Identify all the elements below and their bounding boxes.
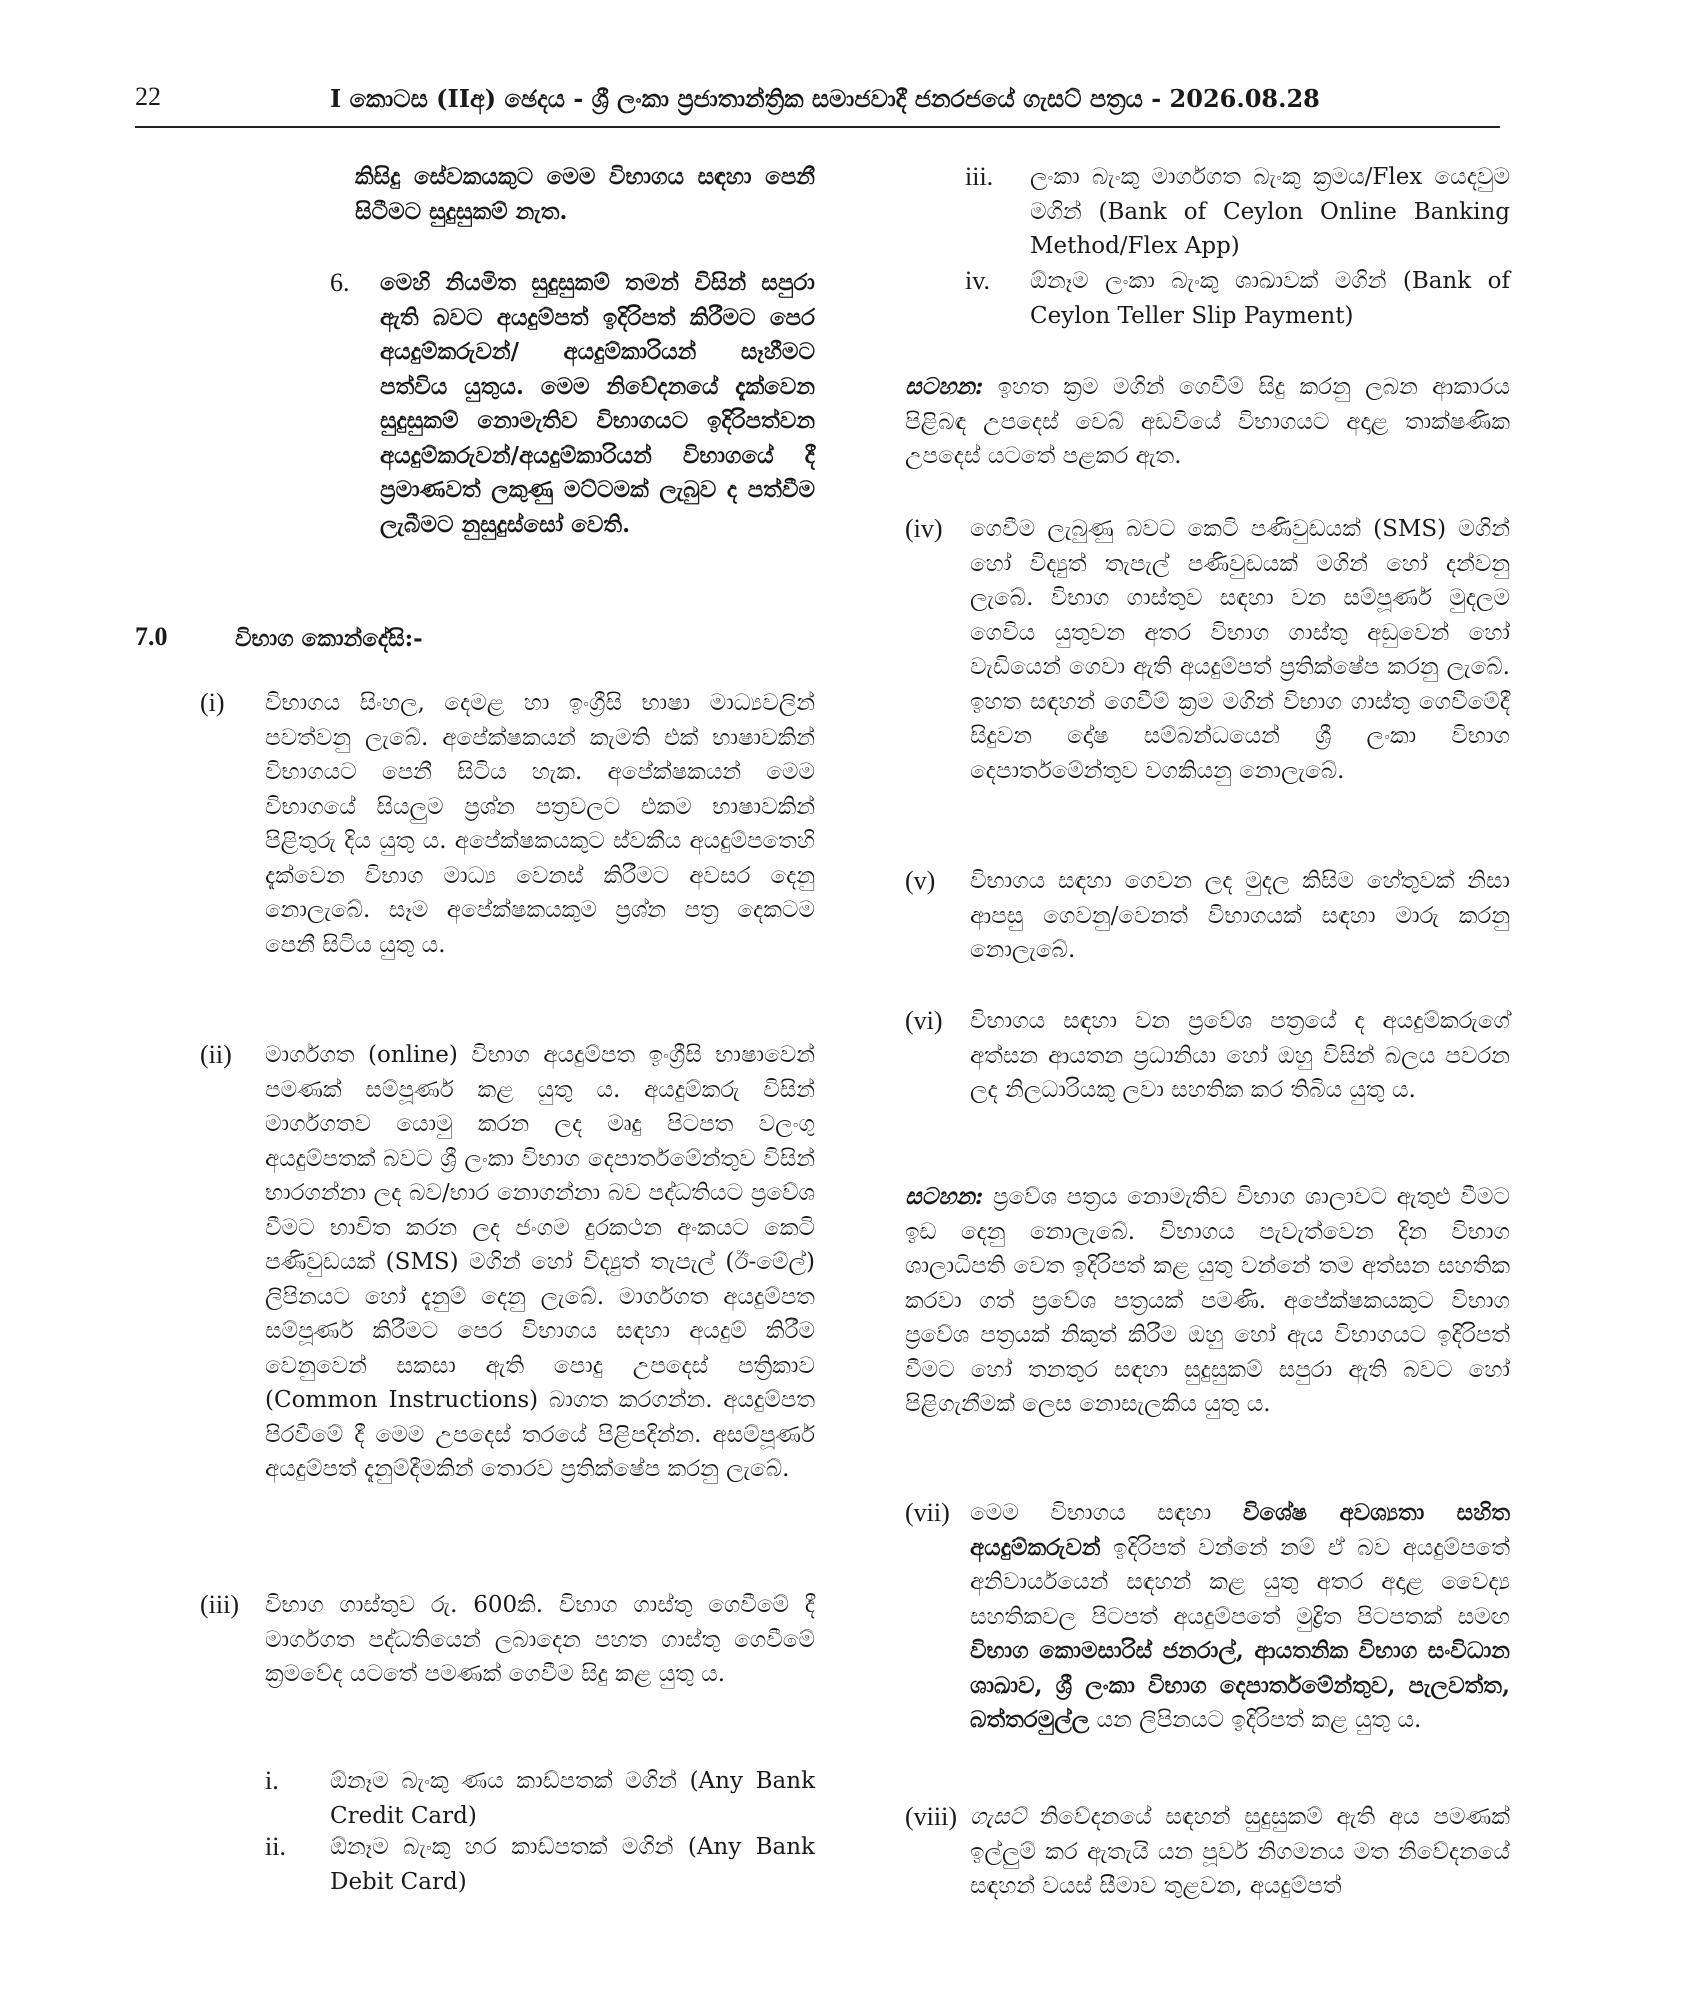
intro-paragraph (355, 160, 815, 229)
clause-ii-text: මාර්ගගත (online) විභාග අයදුම්පත ඉංග්‍රීසි භාෂාවෙන් පමණක් සම්පූර්ණ කළ යුතු ය. අයදුම්කරු විසින් මාර්ගගතව යොමු කරන ලද මෘදු පිටපත වලංගු අයදුම්පතක් බවට ශ්‍රී ලංකා විභාග දෙපාර්තමේන්තුව විසින් භාරගන්නා ලද බව/භාර නොගන්නා බව පද්ධතියට ප්‍රවේශ වීමට භාවිත කරන ලද ජංගම දුරකථන අංකයට කෙටි පණිවුඩයක් (SMS) මගින් හෝ විද්‍යුත් තැපැල් (ඊ-මේල්) ලිපිනයට හෝ දැනුම් දෙනු ලැබේ. මාර්ගගත අයදුම්පත සම්පූර්ණ කිරීමට පෙර විභාගය සඳහා අයදුම් කිරීම වෙනුවෙන් සකසා ඇති පොදු උපදෙස් පත්‍රිකාව (Common Instructions) බාගත කරගන්න. අයදුම්පත පිරවීමේ දී මෙම උපදෙස් තරයේ පිළිපදින්න. අසම්පූර්ණ අයදුම්පත් දැනුම්දීමකින් තොරව ප්‍රතික්ෂේප කරනු ලැබේ. (265, 1042, 815, 1482)
note-1-label: සටහන: (905, 373, 984, 400)
sub-ii-label: ii. (265, 1832, 286, 1861)
clause-iv (970, 512, 1510, 788)
sub-ii-text: ඕනෑම බැංකු හර කාඩ්පතක් මගින් (Any Bank Debit Card) (330, 1834, 815, 1895)
sub-iii (1030, 160, 1510, 264)
note-2 (905, 1180, 1510, 1422)
clause-i-text: විභාගය සිංහල, දෙමළ හා ඉංග්‍රීසි භාෂා මාධ්‍යවලින් පවත්වනු ලැබේ. අපේක්ෂකයන් කැමති එක් භාෂාවකින් විභාගයට පෙනී සිටිය හැක. අපේක්ෂකයන් මෙම විභාගයේ සියලුම ප්‍රශ්න පත්‍රවලට එකම භාෂාවකින් පිළිතුරු දිය යුතු ය. අපේක්ෂකයකුට ස්වකීය අයදුම්පතෙහි දැක්වෙන විභාග මාධ්‍ය වෙනස් කිරීමට අවසර දෙනු නොලැබේ. සෑම අපේක්ෂකයකුම ප්‍රශ්න පත්‍ර දෙකටම පෙනී සිටිය යුතු ය. (265, 690, 815, 958)
clause-iii-label: (iii) (200, 1590, 239, 1619)
sub-iv-text: ඕනෑම ලංකා බැංකු ශාඛාවක් මගින් (Bank of Ceylon Teller Slip Payment) (1030, 268, 1510, 329)
clause-vii-text-c: යන ලිපිනයට ඉදිරිපත් කළ යුතු ය. (1089, 1707, 1422, 1733)
sub-iv (1030, 264, 1510, 333)
note-1 (905, 370, 1510, 474)
item-6 (380, 266, 815, 542)
intro-text: කිසිදු සේවකයකුට මෙම විභාගය සඳහා පෙනී සිටීමට සුදුසුකම් නැත. (355, 163, 815, 225)
clause-vii-bold-a: විශේෂ අවශ්‍යතා සහිත අයදුම්කරුවන් (970, 1499, 1510, 1561)
sub-i (330, 1764, 815, 1833)
clause-viii-label: (viii) (905, 1802, 957, 1831)
note-2-text: ප්‍රවේශ පත්‍රය නොමැතිව විභාග ශාලාවට ඇතුළු වීමට ඉඩ දෙනු නොලැබේ. විභාගය පැවැත්වෙන දින විභාග ශාලාධිපති වෙත ඉදිරිපත් කළ යුතු වන්නේ තම අත්සන සහතික කරවා ගත් ප්‍රවේශ පත්‍රයක් පමණි. අපේක්ෂකයකුට විභාග ප්‍රවේශ පත්‍රයක් නිකුත් කිරීම ඔහු හෝ ඇය විභාගයට ඉදිරිපත් වීමට හෝ තනතුර සඳහා සුදුසුකම් සපුරා ඇති බවට හෝ පිළිගැනීමක් ලෙස නොසැලකිය යුතු ය. (905, 1184, 1510, 1417)
item-6-text: මෙහි නියමිත සුදුසුකම් තමන් විසින් සපුරා ඇති බවට අයදුම්පත් ඉදිරිපත් කිරීමට පෙර අයදුම්කරුවන්/ අයදුම්කාරියන් සෑහීමට පත්විය යුතුය. මෙම නිවේදනයේ දැක්වෙන සුදුසුකම් නොමැතිව විභාගයට ඉදිරිපත්වන අයදුම්කරුවන්/අයදුම්කාරියන් විභාගයේ දී ප්‍රමාණවත් ලකුණු මට්ටමක් ලැබුව ද පත්වීම ලැබීමට නුසුදුස්සෝ වෙති. (380, 269, 815, 538)
sub-ii (330, 1830, 815, 1899)
clause-ii (265, 1038, 815, 1487)
clause-vi-text: විභාගය සඳහා වන ප්‍රවේශ පත්‍රයේ ද අයදුම්කරුගේ අත්සන ආයතන ප්‍රධානියා හෝ ඔහු විසින් බලය පවරන ලද නිලධාරියකු ලවා සහතික කර තිබිය යුතු ය. (970, 1008, 1510, 1103)
clause-vi-label: (vi) (905, 1006, 943, 1035)
clause-vii-bold-b: විභාග කොමසාරිස් ජනරාල්, ආයතනික විභාග සංවිධාන ශාඛාව, ශ්‍රී ලංකා විභාග දෙපාර්තමේන්තුව, පැලවත්ත, බත්තරමුල්ල (970, 1637, 1510, 1733)
sub-iii-label: iii. (965, 162, 994, 191)
clause-v-text: විභාගය සඳහා ගෙවන ලද මුදල කිසිම හේතුවක් නිසා ආපසු ගෙවනු/වෙනත් විභාගයක් සඳහා මාරු කරනු නොලැබේ. (970, 868, 1510, 963)
clause-i (265, 686, 815, 962)
clause-vi (970, 1004, 1510, 1108)
sub-iii-text: ලංකා බැංකු මාර්ගගත බැංකු ක්‍රමය/Flex යෙදවුම මගින් (Bank of Ceylon Online Banking Method/Flex App) (1030, 164, 1510, 259)
note-2-label: සටහන: (905, 1183, 984, 1210)
clause-iv-label: (iv) (905, 514, 943, 543)
sub-i-text: ඕනෑම බැංකු ණය කාඩ්පතක් මගින් (Any Bank Credit Card) (330, 1768, 815, 1829)
page-number: 22 (135, 82, 161, 111)
clause-viii (970, 1800, 1510, 1904)
clause-vii-text-a: මෙම විභාගය සඳහා (970, 1500, 1243, 1526)
page-header (135, 82, 1500, 128)
section-number: 7.0 (135, 622, 168, 651)
clause-v-label: (v) (905, 866, 936, 895)
clause-v (970, 864, 1510, 968)
clause-iv-text: ගෙවීම ලැබුණු බවට කෙටි පණිවුඩයක් (SMS) මගින් හෝ විද්‍යුත් තැපැල් පණිවුඩයක් මගින් හෝ දන්වනු ලැබේ. විභාග ගාස්තුව සඳහා වන සම්පූර්ණ මුදලම ගෙවිය යුතුවන අතර විභාග ගාස්තු අඩුවෙන් හෝ වැඩියෙන් ගෙවා ඇති අයදුම්පත් ප්‍රතික්ෂේප කරනු ලැබේ. ඉහත සඳහන් ගෙවීම් ක්‍රම මගින් විභාග ගාස්තු ගෙවීමේදී සිදුවන දෝෂ සම්බන්ධයෙන් ශ්‍රී ලංකා විභාග දෙපාර්තමේන්තුව වගකියනු නොලැබේ. (970, 516, 1510, 784)
clause-i-label: (i) (200, 688, 225, 717)
clause-iii-text: විභාග ගාස්තුව රු. 600කි. විභාග ගාස්තු ගෙවීමේ දී මාර්ගගත පද්ධතියෙන් ලබාදෙන පහත ගාස්තු ගෙවීමේ ක්‍රමවේද යටතේ පමණක් ගෙවීම සිදු කළ යුතු ය. (265, 1592, 815, 1687)
section-title: විභාග කොන්දේසි:- (235, 625, 423, 652)
clause-viii-text: නිවේදනයේ සඳහන් සුදුසුකම් ඇති අය පමණක් ඉල්ලුම් කර ඇතැයි යන පූර්ව නිගමනය මත නිවේදනයේ සඳහන් වයස් සීමාව තුළවන, අයදුම්පත් (970, 1804, 1510, 1899)
sub-i-label: i. (265, 1766, 279, 1795)
item-6-number: 6. (330, 268, 350, 297)
clause-vii-label: (vii) (905, 1498, 950, 1527)
gazette-title: I කොටස (IIඅ) ඡෙදය - ශ්‍රී ලංකා ප්‍රජාතාන්ත්‍රික සමාජවාදී ජනරජයේ ගැසට් පත්‍රය - 2026.08.28 (330, 84, 1320, 113)
clause-vii (970, 1496, 1510, 1738)
clause-viii-italic: ගැසට් (970, 1804, 1026, 1830)
sub-iv-label: iv. (965, 266, 991, 295)
note-1-text: ඉහත ක්‍රම මගින් ගෙවීම් සිදු කරනු ලබන ආකාරය පිළිබඳ උපදෙස් වෙබ් අඩවියේ විභාගයට අදාළ තාක්ෂණික උපදෙස් යටතේ පළකර ඇත. (905, 374, 1511, 469)
clause-ii-label: (ii) (200, 1040, 232, 1069)
clause-vii-text-b: ඉදිරිපත් වන්නේ නම් ඒ බව අයදුම්පතේ අනිවාර්යයෙන් සඳහන් කළ යුතු අතර අදාළ වෛද්‍ය සහතිකවල පිටපත් අයදුම්පතේ මුද්‍රිත පිටපතක් සමඟ (970, 1534, 1510, 1630)
clause-iii (265, 1588, 815, 1692)
